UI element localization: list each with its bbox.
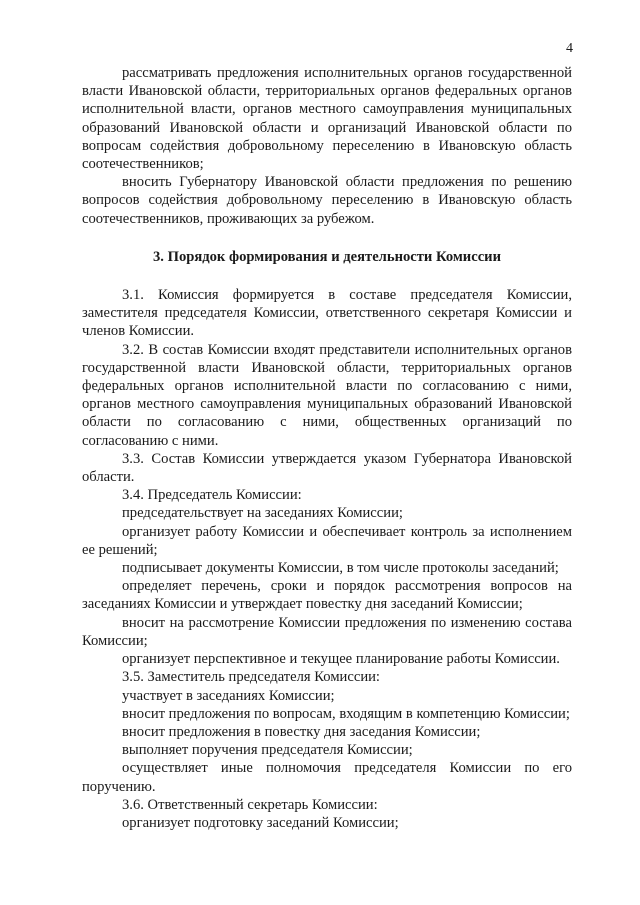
paragraphs-after <box>82 286 572 832</box>
paragraph: рассматривать предложения исполнительных органов государственной власти Ивановской области, территориальных органов федеральных органов исполнительной власти, органов местного самоуправления муниципальных образований Ивановской области и организаций Ивановской области по вопросам содействия добровольному переселению в Ивановскую область соотечественников; <box>82 65 572 173</box>
paragraph: вносит предложения в повестку дня заседания Комиссии; <box>122 723 481 740</box>
paragraph: 3.3. Состав Комиссии утверждается указом Губернатора Ивановской области. <box>82 450 572 486</box>
paragraph: 3.2. В состав Комиссии входят представители исполнительных органов государственной власти Ивановской области, территориальных органов федеральных органов исполнительной власти по согласованию с ними, органов местного самоуправления муниципальных образований Ивановской области по согласованию с ними, общественных организаций по согласованию с ними. <box>82 341 572 449</box>
paragraph: организует перспективное и текущее планирование работы Комиссии. <box>122 651 560 668</box>
paragraph: выполняет поручения председателя Комиссии; <box>122 742 413 759</box>
paragraph: 3.4. Председатель Комиссии: <box>122 487 302 504</box>
paragraph: 3.1. Комиссия формируется в составе председателя Комиссии, заместителя председателя Комиссии, ответственного секретаря Комиссии и членов Комиссии. <box>82 287 572 340</box>
paragraph: вносить Губернатору Ивановской области предложения по решению вопросов содействия добровольному переселению в Ивановскую область соотечественников, проживающих за рубежом. <box>82 174 572 227</box>
paragraph: организует работу Комиссии и обеспечивает контроль за исполнением ее решений; <box>82 523 572 558</box>
paragraph: председательствует на заседаниях Комиссии; <box>122 505 403 522</box>
paragraph: 3.6. Ответственный секретарь Комиссии: <box>122 796 378 813</box>
paragraphs-before <box>82 64 572 228</box>
paragraph: подписывает документы Комиссии, в том числе протоколы заседаний; <box>122 560 559 577</box>
paragraph: 3.5. Заместитель председателя Комиссии: <box>122 669 380 686</box>
paragraph: участвует в заседаниях Комиссии; <box>122 687 335 704</box>
section-heading: 3. Порядок формирования и деятельности Комиссии <box>153 248 501 265</box>
paragraph: вносит предложения по вопросам, входящим в компетенцию Комиссии; <box>122 705 570 722</box>
paragraph: определяет перечень, сроки и порядок рассмотрения вопросов на заседаниях Комиссии и утверждает повестку дня заседаний Комиссии; <box>82 578 572 613</box>
paragraph: осуществляет иные полномочия председателя Комиссии по его поручению. <box>82 760 572 795</box>
paragraph: организует подготовку заседаний Комиссии; <box>122 814 399 831</box>
paragraph: вносит на рассмотрение Комиссии предложения по изменению состава Комиссии; <box>82 614 572 649</box>
page-number: 4 <box>566 41 573 56</box>
